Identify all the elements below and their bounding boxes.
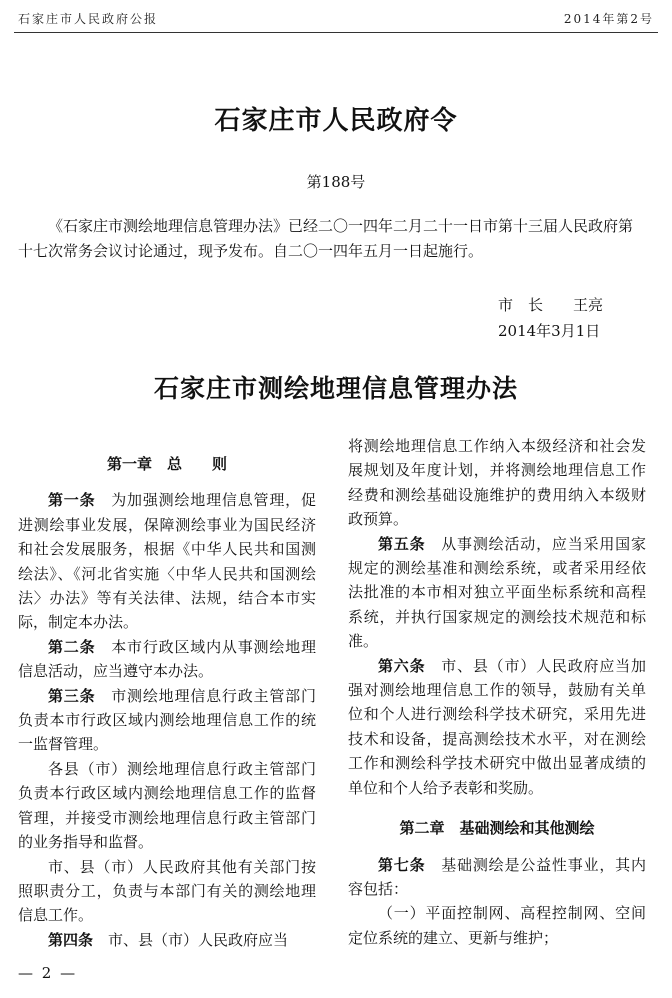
article-5 [348,532,646,654]
decree-title: 石家庄市人民政府令 [214,106,458,136]
left-column [18,434,316,952]
article-label: 第二条 [48,637,96,656]
article-label: 第三条 [48,686,96,705]
article-4 [18,928,316,952]
chapter-heading: 第二章 基础测绘和其他测绘 [399,819,595,838]
article-text: 基础测绘是公益性事业，其内容包括： [348,855,646,898]
header-rule [14,32,658,33]
article-1 [18,488,316,634]
chapter-heading: 第一章 总 则 [106,455,227,473]
article-text: 市、县（市）人民政府应当 [108,930,289,949]
issue-number: 2014年第2号 [563,12,654,26]
decree-date: 2014年3月1日 [498,322,601,340]
article-label: 第四条 [48,930,94,949]
article-2 [18,635,316,684]
decree-number: 第188号 [306,173,366,191]
article-7-item-1: （一）平面控制网、高程控制网、空间定位系统的建立、更新与维护； [348,904,646,947]
article-3-paragraph-2: 各县（市）测绘地理信息行政主管部门负责本行政区域内测绘地理信息工作的监督管理，并接受市测绘地理信息行政主管部门的业务指导和监督。 [18,759,316,852]
decree-body: 《石家庄市测绘地理信息管理办法》已经二〇一四年二月二十一日市第十三届人民政府第十七次常务会议讨论通过，现予发布。自二〇一四年五月一日起施行。 [18,217,634,260]
article-text: 市、县（市）人民政府应当加强对测绘地理信息工作的领导，鼓励有关单位和个人进行测绘科学技术研究，采用先进技术和设备，提高测绘技术水平，对在测绘工作和测绘科学技术研究中做出显著成绩的单位和个人给予表彰和奖励。 [348,656,646,797]
article-label: 第五条 [378,534,426,553]
article-7 [348,853,646,902]
publication-name: 石家庄市人民政府公报 [18,12,159,26]
article-label: 第一条 [48,491,96,510]
article-label: 第七条 [378,855,426,874]
article-6 [348,654,646,800]
article-4-continued: 将测绘地理信息工作纳入本级经济和社会发展规划及年度计划，并将测绘地理信息工作经费和测绘基础设施维护的费用纳入本级财政预算。 [348,437,646,529]
decree-signatory: 市 长 王亮 [498,296,604,314]
article-3 [18,684,316,757]
article-3-paragraph-3: 市、县（市）人民政府其他有关部门按照职责分工，负责与本部门有关的测绘地理信息工作。 [18,857,316,925]
article-label: 第六条 [378,656,426,675]
law-title: 石家庄市测绘地理信息管理办法 [153,374,518,403]
article-text: 市测绘地理信息行政主管部门负责本市行政区域内测绘地理信息工作的统一监督管理。 [18,686,316,754]
page-number: — 2 — [18,964,78,982]
article-text: 从事测绘活动，应当采用国家规定的测绘基准和测绘系统，或者采用经依法批准的本市相对独立平面坐标系统和高程系统，并执行国家规定的测绘技术规范和标准。 [348,534,646,651]
article-text: 本市行政区域内从事测绘地理信息活动，应当遵守本办法。 [18,637,316,681]
article-text: 为加强测绘地理信息管理，促进测绘事业发展，保障测绘事业为国民经济和社会发展服务，根据《中华人民共和国测绘法》、《河北省实施〈中华人民共和国测绘法〉办法》等有关法律、法规，结合本市实际，制定本办法。 [18,491,316,632]
right-column [348,434,646,950]
